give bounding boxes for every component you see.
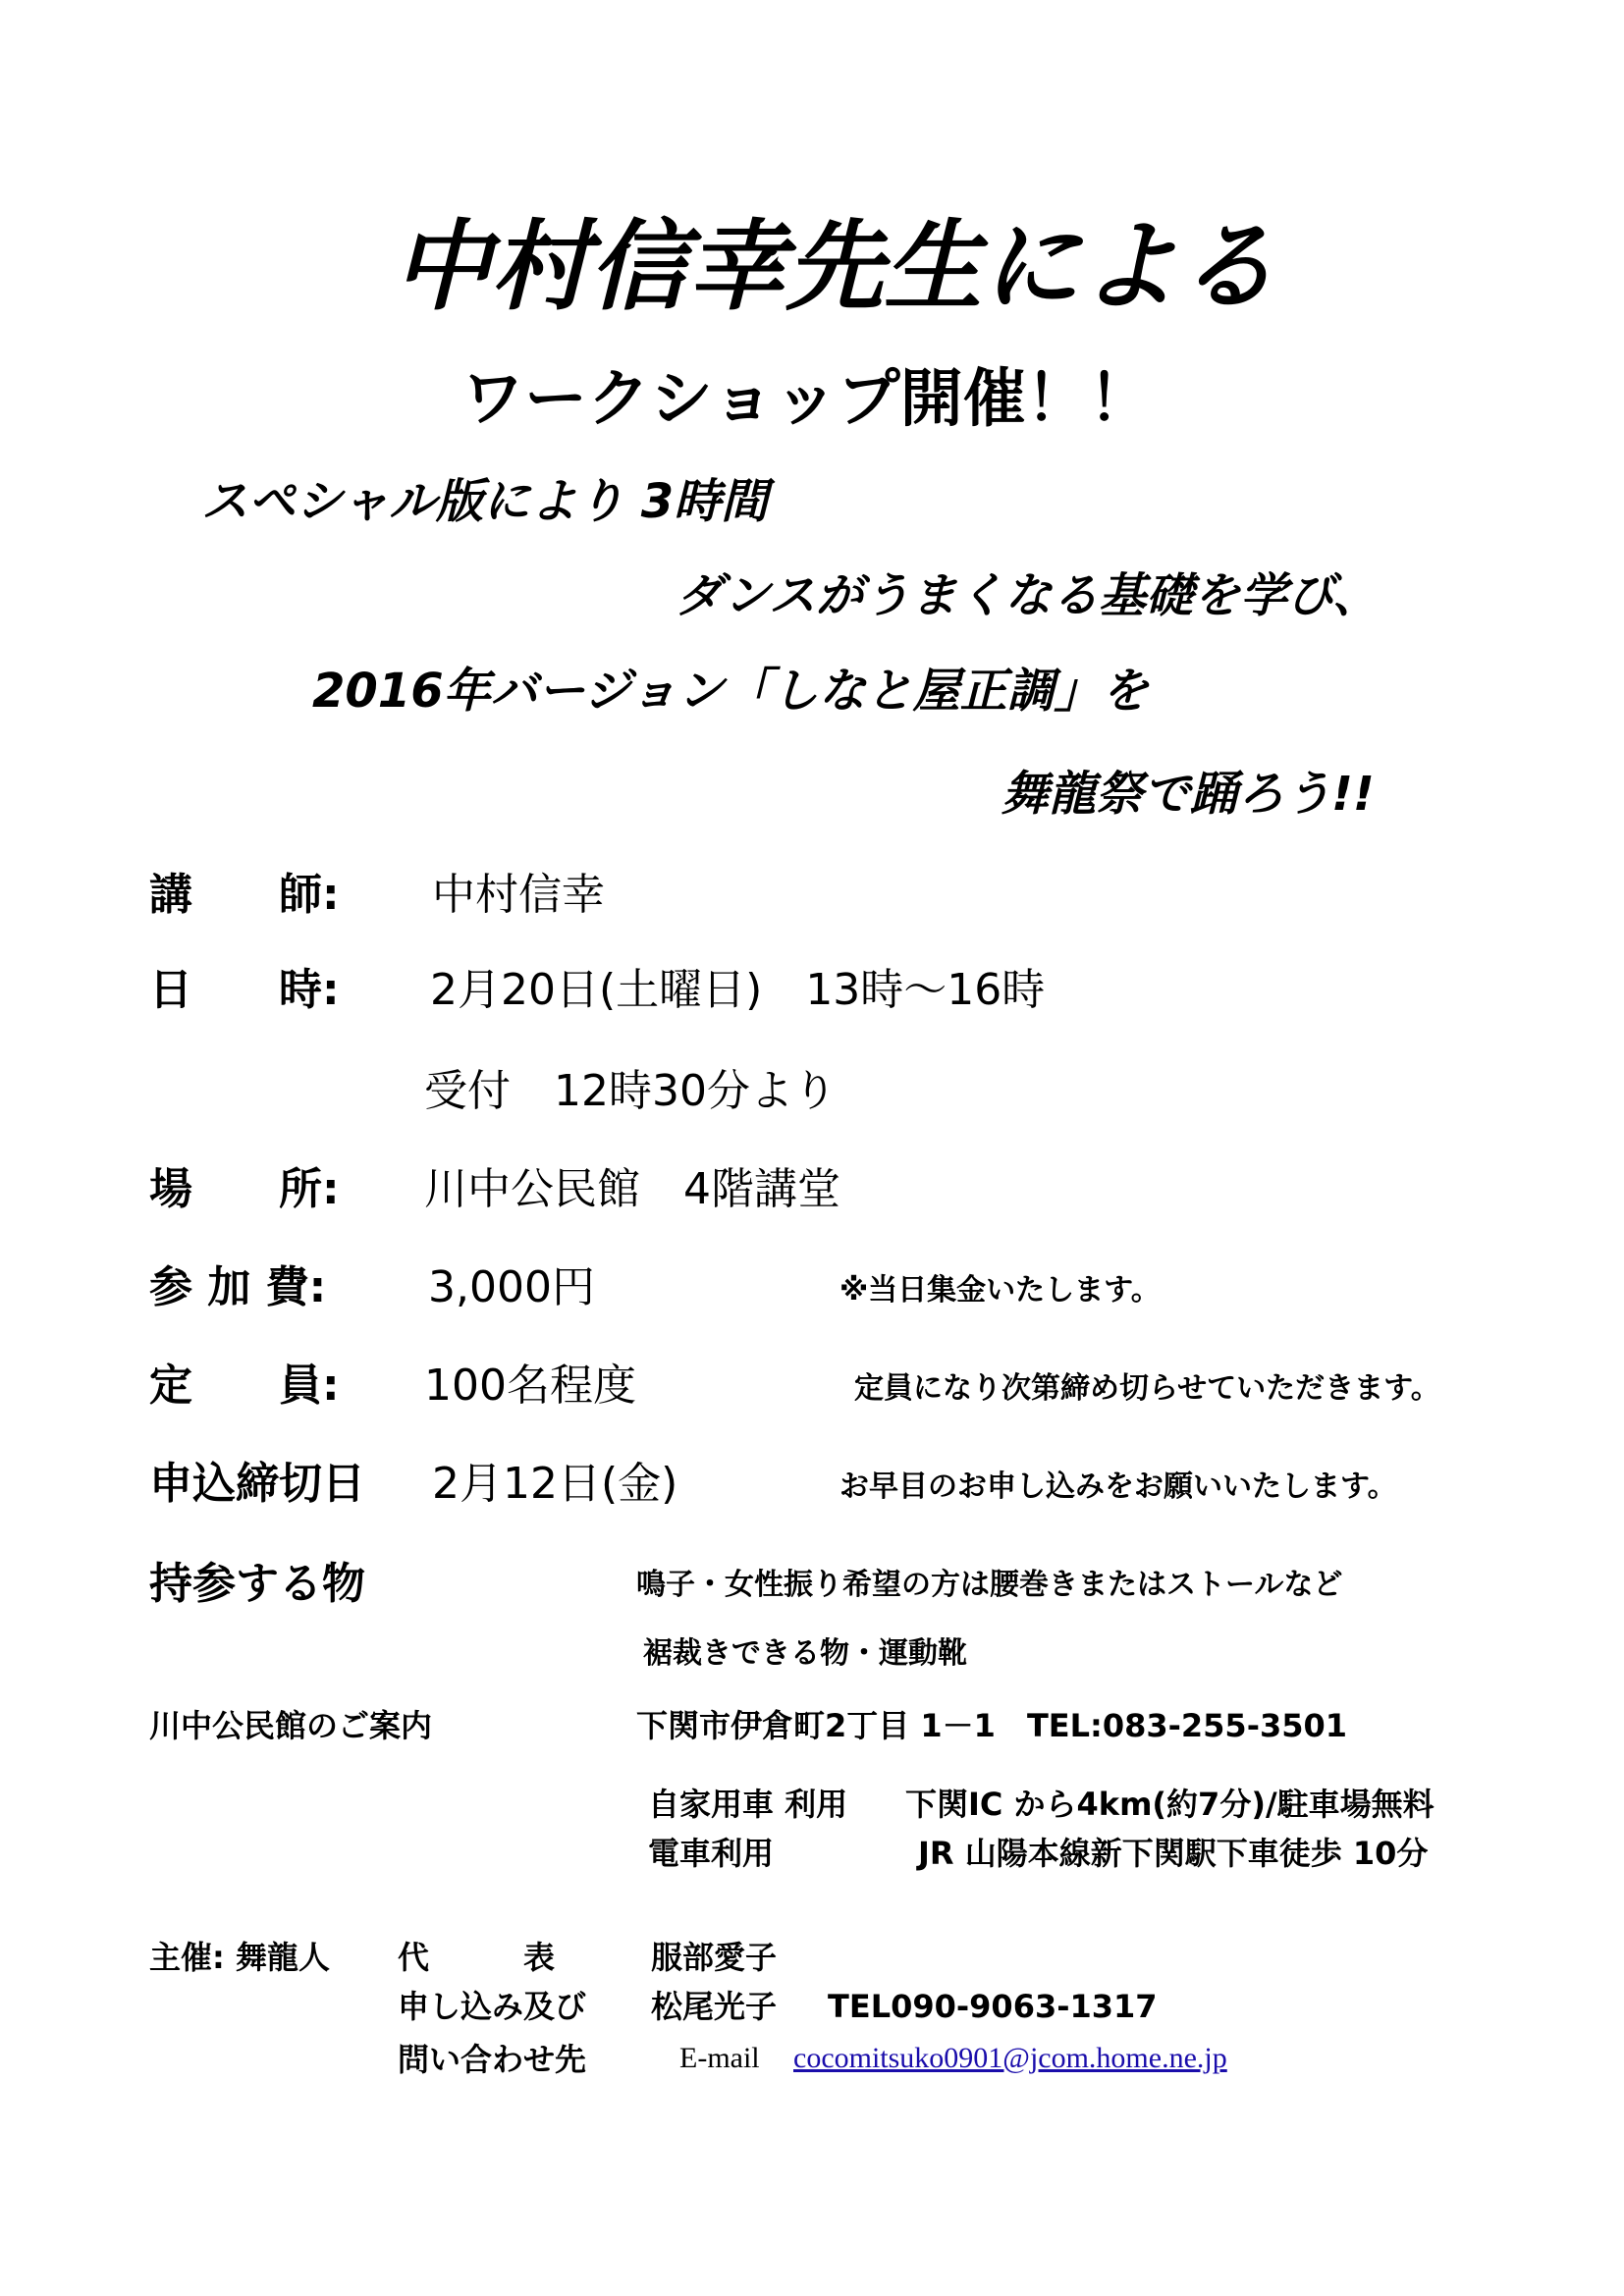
deadline-label: 申込締切日 — [149, 1459, 365, 1509]
page-subtitle: ワークショップ開催！！ — [461, 363, 1152, 436]
fee-label: 参 加 費: — [149, 1262, 327, 1312]
access-address: 下関市伊倉町2丁目 1－1 TEL:083-255-3501 — [636, 1707, 1348, 1744]
tagline-4: 舞龍祭で踊ろう!! — [1001, 767, 1375, 822]
email-link[interactable]: cocomitsuko0901@jcom.home.ne.jp — [793, 2042, 1227, 2074]
access-label: 川中公民館のご案内 — [149, 1707, 433, 1744]
apply-tel: TEL090-9063-1317 — [828, 1988, 1158, 2025]
page-title: 中村信幸先生による — [393, 209, 1276, 324]
fee-value: 3,000円 — [428, 1262, 595, 1312]
capacity-note: 定員になり次第締め切らせていただきます。 — [854, 1371, 1440, 1406]
place-label: 場 所: — [149, 1164, 340, 1214]
datetime-value: 2月20日(土曜日) 13時～16時 — [430, 965, 1046, 1015]
capacity-label: 定 員: — [149, 1361, 340, 1411]
apply-name: 松尾光子 — [651, 1988, 778, 2025]
car-value: 下関IC から4km(約7分)/駐車場無料 — [905, 1786, 1435, 1823]
deadline-note: お早目のお申し込みをお願いいたします。 — [839, 1469, 1397, 1504]
instructor-value: 中村信幸 — [432, 870, 605, 920]
datetime-label: 日 時: — [149, 965, 340, 1015]
train-value: JR 山陽本線新下関駅下車徒歩 10分 — [918, 1835, 1429, 1872]
place-value: 川中公民館 4階講堂 — [424, 1164, 840, 1214]
bring-label: 持参する物 — [149, 1559, 365, 1609]
rep-name: 服部愛子 — [651, 1939, 778, 1976]
car-label: 自家用車 利用 — [648, 1786, 848, 1823]
apply-label: 申し込み及び — [398, 1988, 587, 2025]
inquiry-label: 問い合わせ先 — [398, 2041, 587, 2078]
email-label: E-mail — [679, 2042, 760, 2074]
deadline-value: 2月12日(金) — [432, 1459, 678, 1509]
tagline-2: ダンスがうまくなる基礎を学び、 — [676, 568, 1380, 623]
rep-label: 代 表 — [398, 1939, 556, 1976]
capacity-value: 100名程度 — [424, 1361, 636, 1411]
train-label: 電車利用 — [648, 1835, 775, 1872]
bring-line-2: 裾裁きできる物・運動靴 — [643, 1636, 967, 1671]
host-label: 主催: 舞龍人 — [149, 1939, 330, 1976]
tagline-3: 2016年バージョン「しなと屋正調」を — [312, 664, 1149, 719]
tagline-1: スペシャル版により 3時間 — [201, 474, 769, 529]
bring-line-1: 鳴子・女性振り希望の方は腰巻きまたはストールなど — [636, 1568, 1343, 1602]
instructor-label: 講 師: — [149, 870, 340, 920]
reception-value: 受付 12時30分より — [424, 1066, 837, 1116]
fee-note: ※当日集金いたします。 — [839, 1273, 1161, 1308]
